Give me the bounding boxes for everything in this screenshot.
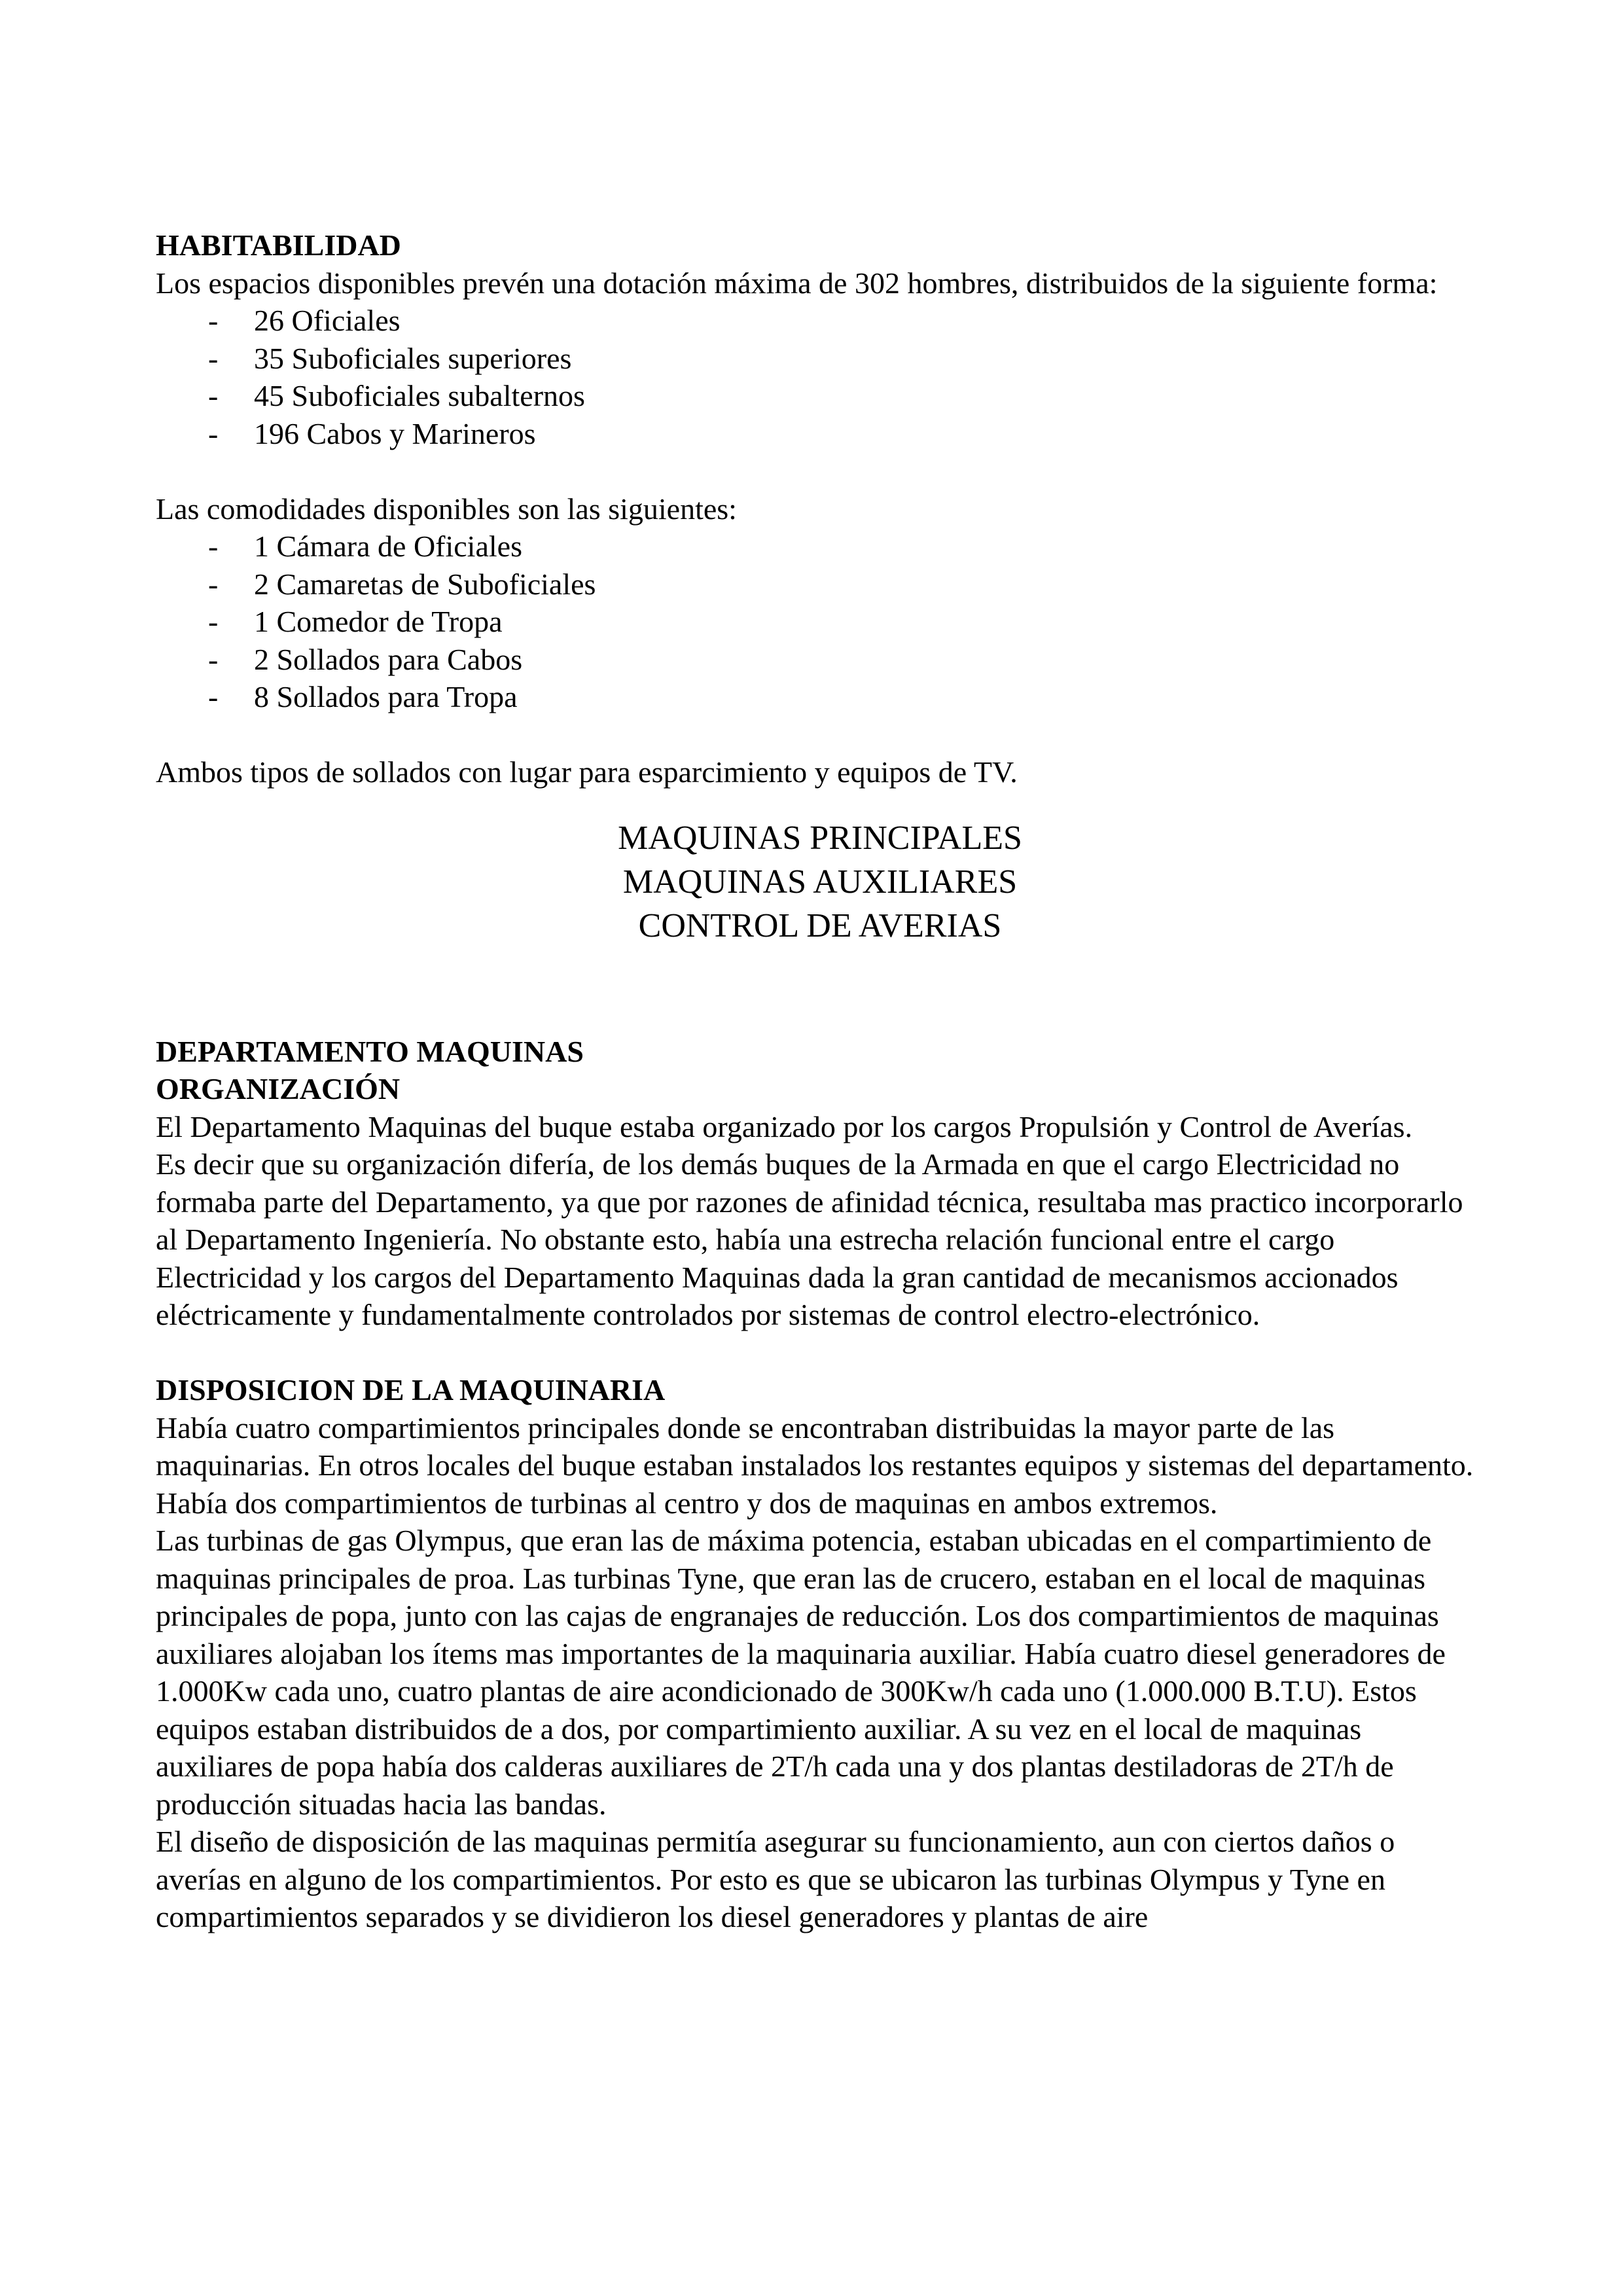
list-item: - 2 Camaretas de Suboficiales xyxy=(208,567,596,601)
list-item: - 26 Oficiales xyxy=(208,304,401,337)
crew-list xyxy=(156,302,1484,452)
crew-item-text: 35 Suboficiales superiores xyxy=(254,341,572,375)
disposicion-heading: DISPOSICION DE LA MAQUINARIA xyxy=(156,1373,666,1407)
section-title-maquinas-auxiliares: MAQUINAS AUXILIARES xyxy=(622,863,1018,901)
section-title-maquinas-principales: MAQUINAS PRINCIPALES xyxy=(618,819,1022,857)
amenity-item-text: 1 Comedor de Tropa xyxy=(254,605,503,638)
amenity-item-text: 2 Sollados para Cabos xyxy=(254,642,523,676)
amenity-item-text: 2 Camaretas de Suboficiales xyxy=(254,567,596,601)
habitabilidad-intro: Los espacios disponibles prevén una dotación máxima de 302 hombres, distribuidos de la siguiente forma: xyxy=(156,266,1438,300)
organizacion-subheading: ORGANIZACIÓN xyxy=(156,1072,401,1105)
amenity-item-text: 8 Sollados para Tropa xyxy=(254,680,518,713)
list-item: - 1 Cámara de Oficiales xyxy=(208,529,522,563)
list-item: - 8 Sollados para Tropa xyxy=(208,680,518,713)
habitabilidad-heading: HABITABILIDAD xyxy=(156,228,401,262)
crew-item-text: 196 Cabos y Marineros xyxy=(254,416,536,450)
disposicion-paragraph-3: El diseño de disposición de las maquinas permitía asegurar su funcionamiento, aun con ciertos daños o averías en alguno de los compartimientos. Por esto es que se ubicaron las turbinas Olympus y Tyne en compartimientos separados y se dividieron los diesel generadores y plantas de aire xyxy=(156,1825,1395,1933)
amenities-intro: Las comodidades disponibles son las siguientes: xyxy=(156,492,737,526)
list-item: - 196 Cabos y Marineros xyxy=(208,416,536,450)
list-item: - 45 Suboficiales subalternos xyxy=(208,379,585,412)
departamento-paragraph-1: El Departamento Maquinas del buque estaba organizado por los cargos Propulsión y Control de Averías. xyxy=(156,1109,1413,1143)
crew-item-text: 45 Suboficiales subalternos xyxy=(254,379,585,412)
document-page xyxy=(156,226,1484,1936)
section-title-control-averias: CONTROL DE AVERIAS xyxy=(638,906,1002,944)
amenity-item-text: 1 Cámara de Oficiales xyxy=(254,529,522,563)
amenities-list xyxy=(156,528,1484,716)
list-item: - 1 Comedor de Tropa xyxy=(208,605,503,638)
disposicion-paragraph-1: Había cuatro compartimientos principales donde se encontraban distribuidas la mayor parte de las maquinarias. En otros locales del buque estaban instalados los restantes equipos y sistemas del departamento. Había dos compartimientos de turbinas al centro y dos de maquinas en ambos extremos. xyxy=(156,1410,1474,1520)
list-item: - 35 Suboficiales superiores xyxy=(208,341,572,375)
disposicion-paragraph-2: Las turbinas de gas Olympus, que eran las de máxima potencia, estaban ubicadas en el compartimiento de maquinas principales de proa. Las turbinas Tyne, que eran las de crucero, estaban en el local de maquinas principales de popa, junto con las cajas de engranajes de reducción. Los dos compartimientos de maquinas auxiliares alojaban los ítems mas importantes de la maquinaria auxiliar. Había cuatro diesel generadores de 1.000Kw cada uno, cuatro plantas de aire acondicionado de 300Kw/h cada uno (1.000.000 B.T.U). Estos equipos estaban distribuidos de a dos, por compartimiento auxiliar. A su vez en el local de maquinas auxiliares de popa había dos calderas auxiliares de 2T/h cada una y dos plantas destiladoras de 2T/h de producción situadas hacia las bandas. xyxy=(156,1524,1446,1821)
list-item: - 2 Sollados para Cabos xyxy=(208,642,523,676)
habitabilidad-closing: Ambos tipos de sollados con lugar para esparcimiento y equipos de TV. xyxy=(156,755,1018,789)
departamento-paragraph-2: Es decir que su organización difería, de los demás buques de la Armada en que el cargo Electricidad no formaba parte del Departamento, ya que por razones de afinidad técnica, resultaba mas practico incorporarlo al Departamento Ingeniería. No obstante esto, había una estrecha relación funcional entre el cargo Electricidad y los cargos del Departamento Maquinas dada la gran cantidad de mecanismos accionados eléctricamente y fundamentalmente controlados por sistemas de control electro-electrónico. xyxy=(156,1147,1463,1331)
crew-item-text: 26 Oficiales xyxy=(254,304,401,337)
departamento-heading: DEPARTAMENTO MAQUINAS xyxy=(156,1034,584,1068)
